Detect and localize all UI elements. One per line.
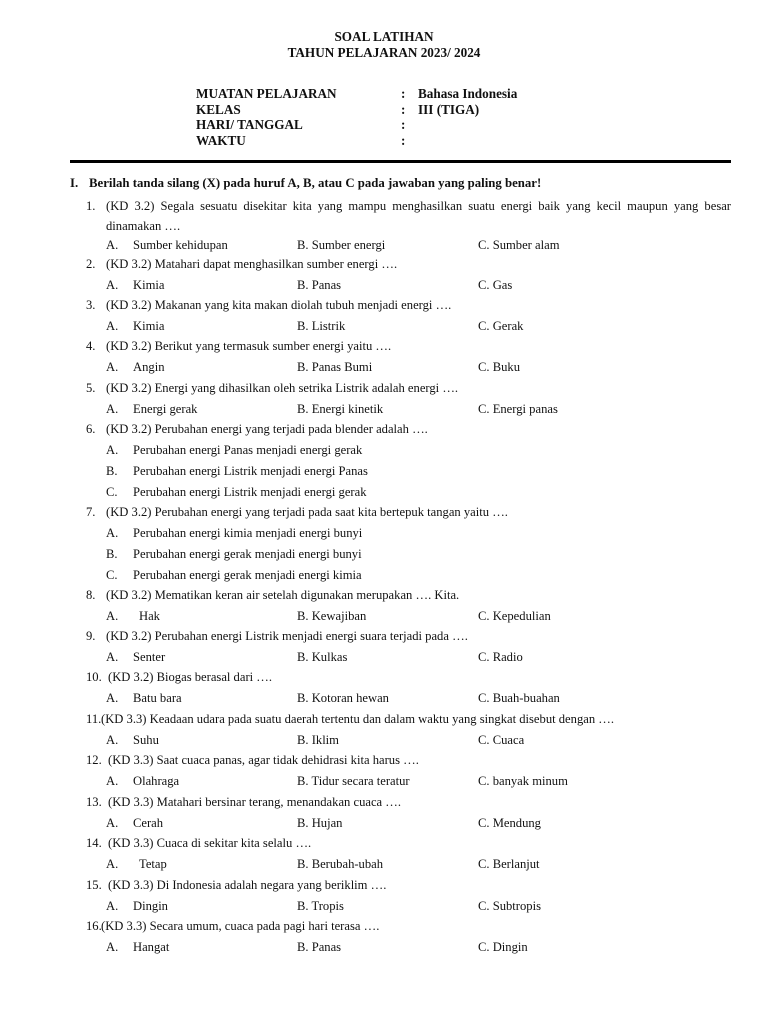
option-text: B. Tropis	[297, 899, 344, 913]
question-number: 15.	[86, 878, 102, 892]
option-text: C. Cuaca	[478, 733, 525, 747]
section-number: I.	[70, 176, 79, 190]
meta-value: III (TIGA)	[418, 101, 480, 117]
question-number: 9.	[86, 629, 96, 643]
option-text: C. Berlanjut	[478, 857, 540, 871]
meta-colon: :	[401, 86, 406, 101]
option-text: C. Gerak	[478, 319, 524, 333]
section-text: Berilah tanda silang (X) pada huruf A, B, atau C pada jawaban yang paling benar!	[89, 176, 542, 190]
option-text: B. Tidur secara teratur	[297, 774, 410, 788]
option-text: B. Energi kinetik	[297, 402, 384, 416]
option-text: C. Buku	[478, 360, 520, 374]
option-text: Perubahan energi gerak menjadi energi bunyi	[133, 547, 362, 561]
option-text: Senter	[133, 650, 166, 664]
option-letter: A.	[106, 278, 119, 292]
meta-key: WAKTU	[196, 132, 246, 148]
option-text: Perubahan energi Listrik menjadi energi gerak	[133, 485, 367, 499]
option-text: Cerah	[133, 816, 164, 830]
option-letter: A.	[106, 940, 119, 954]
option-text: Suhu	[133, 733, 159, 747]
option-letter: A.	[106, 857, 119, 871]
option-letter: A.	[106, 402, 119, 416]
option-letter: A.	[106, 691, 119, 705]
question-number: 10.	[86, 670, 102, 684]
question-text: (KD 3.2) Perubahan energi yang terjadi pada saat kita bertepuk tangan yaitu ….	[106, 505, 508, 519]
question-text: (KD 3.2) Matahari dapat menghasilkan sumber energi ….	[106, 257, 398, 271]
option-letter: A.	[106, 609, 119, 623]
meta-value: Bahasa Indonesia	[418, 86, 518, 101]
question-text: (KD 3.3) Saat cuaca panas, agar tidak dehidrasi kita harus ….	[108, 753, 419, 767]
question-text: (KD 3.3) Matahari bersinar terang, menandakan cuaca ….	[108, 795, 402, 809]
option-letter: A.	[106, 899, 119, 913]
option-text: B. Panas	[297, 278, 342, 292]
question-item	[86, 196, 731, 236]
question-number: 4.	[86, 339, 96, 353]
option-text: B. Kewajiban	[297, 609, 367, 623]
question-number: 16.	[86, 919, 102, 933]
option-text: B. Panas Bumi	[297, 360, 373, 374]
question-text: (KD 3.2) Biogas berasal dari ….	[108, 670, 273, 684]
option-text: Hak	[139, 609, 160, 623]
academic-year: TAHUN PELAJARAN 2023/ 2024	[287, 45, 481, 60]
option-text: C. Subtropis	[478, 899, 541, 913]
option-letter: B.	[106, 464, 118, 478]
option-text: Olahraga	[133, 774, 180, 788]
option-letter: A.	[106, 526, 119, 540]
option-text: B. Hujan	[297, 816, 343, 830]
meta-key: HARI/ TANGGAL	[196, 117, 303, 132]
option-text: C. Buah-buahan	[478, 691, 560, 705]
meta-key: KELAS	[196, 101, 241, 117]
header-divider	[70, 160, 731, 163]
option-text: Batu bara	[133, 691, 182, 705]
option-text: B. Kulkas	[297, 650, 348, 664]
meta-colon: :	[401, 117, 406, 132]
question-number: 3.	[86, 298, 96, 312]
question-number: 13.	[86, 795, 102, 809]
option-text: B. Listrik	[297, 319, 346, 333]
option-text: C. Gas	[478, 278, 513, 292]
option-text: Angin	[133, 360, 165, 374]
question-text: (KD 3.2) Perubahan energi Listrik menjadi energi suara terjadi pada ….	[106, 629, 468, 643]
option-letter: A.	[106, 774, 119, 788]
question-text: (KD 3.2) Perubahan energi yang terjadi pada blender adalah ….	[106, 422, 428, 436]
option-text: C. Energi panas	[478, 402, 558, 416]
question-text: (KD 3.3) Keadaan udara pada suatu daerah tertentu dan dalam waktu yang singkat disebut dengan ….	[101, 712, 615, 726]
question-number: 12.	[86, 753, 102, 767]
option-text: B. Kotoran hewan	[297, 691, 389, 705]
option-text: Tetap	[139, 857, 167, 871]
option-letter: B.	[106, 547, 118, 561]
option-text: B. Iklim	[297, 733, 339, 747]
document-header	[0, 29, 768, 61]
question-number: 6.	[86, 422, 96, 436]
option-text: C. Mendung	[478, 816, 541, 830]
question-number: 14.	[86, 836, 102, 850]
question-number: 1.	[86, 199, 96, 213]
option-text: Perubahan energi Panas menjadi energi gerak	[133, 443, 363, 457]
option-text: C. banyak minum	[478, 774, 568, 788]
question-number: 5.	[86, 381, 96, 395]
option-text: C. Dingin	[478, 940, 528, 954]
option-text: Energi gerak	[133, 402, 198, 416]
option-letter: A.	[106, 238, 119, 252]
option-letter: A.	[106, 319, 119, 333]
option-text: Perubahan energi Listrik menjadi energi Panas	[133, 464, 368, 478]
meta-key: MUATAN PELAJARAN	[196, 86, 337, 101]
question-number: 8.	[86, 588, 96, 602]
option-letter: A.	[106, 816, 119, 830]
option-letter: C.	[106, 568, 118, 582]
option-text: C. Radio	[478, 650, 523, 664]
question-text: (KD 3.3) Cuaca di sekitar kita selalu ….	[108, 836, 312, 850]
option-text: B. Sumber energi	[297, 238, 386, 252]
question-number: 11.	[86, 712, 102, 726]
question-text: (KD 3.2) Energi yang dihasilkan oleh setrika Listrik adalah energi ….	[106, 381, 459, 395]
option-text: C. Kepedulian	[478, 609, 551, 623]
question-text: (KD 3.2) Makanan yang kita makan diolah tubuh menjadi energi ….	[106, 298, 452, 312]
option-text: Kimia	[133, 319, 165, 333]
option-text: Perubahan energi kimia menjadi energi bunyi	[133, 526, 363, 540]
option-text: Perubahan energi gerak menjadi energi kimia	[133, 568, 362, 582]
option-text: Sumber kehidupan	[133, 238, 228, 252]
option-letter: A.	[106, 650, 119, 664]
question-number: 2.	[86, 257, 96, 271]
option-text: B. Berubah-ubah	[297, 857, 384, 871]
option-letter: A.	[106, 360, 119, 374]
question-text: (KD 3.2) Segala sesuatu disekitar kita yang mampu menghasilkan suatu energi baik yang kecil maupun yang besar dinamakan ….	[106, 199, 731, 233]
question-text: (KD 3.2) Berikut yang termasuk sumber energi yaitu ….	[106, 339, 392, 353]
option-letter: C.	[106, 485, 118, 499]
option-letter: A.	[106, 733, 119, 747]
question-number: 7.	[86, 505, 96, 519]
option-letter: A.	[106, 443, 119, 457]
option-text: Dingin	[133, 899, 168, 913]
question-text: (KD 3.2) Mematikan keran air setelah digunakan merupakan …. Kita.	[106, 588, 460, 602]
option-text: C. Sumber alam	[478, 238, 560, 252]
option-text: B. Panas	[297, 940, 342, 954]
option-text: Hangat	[133, 940, 170, 954]
question-text: (KD 3.3) Secara umum, cuaca pada pagi hari terasa ….	[101, 919, 380, 933]
meta-colon: :	[401, 132, 406, 148]
meta-colon: :	[401, 101, 406, 117]
option-text: Kimia	[133, 278, 165, 292]
document-title: SOAL LATIHAN	[334, 29, 434, 44]
question-text: (KD 3.3) Di Indonesia adalah negara yang beriklim ….	[108, 878, 387, 892]
